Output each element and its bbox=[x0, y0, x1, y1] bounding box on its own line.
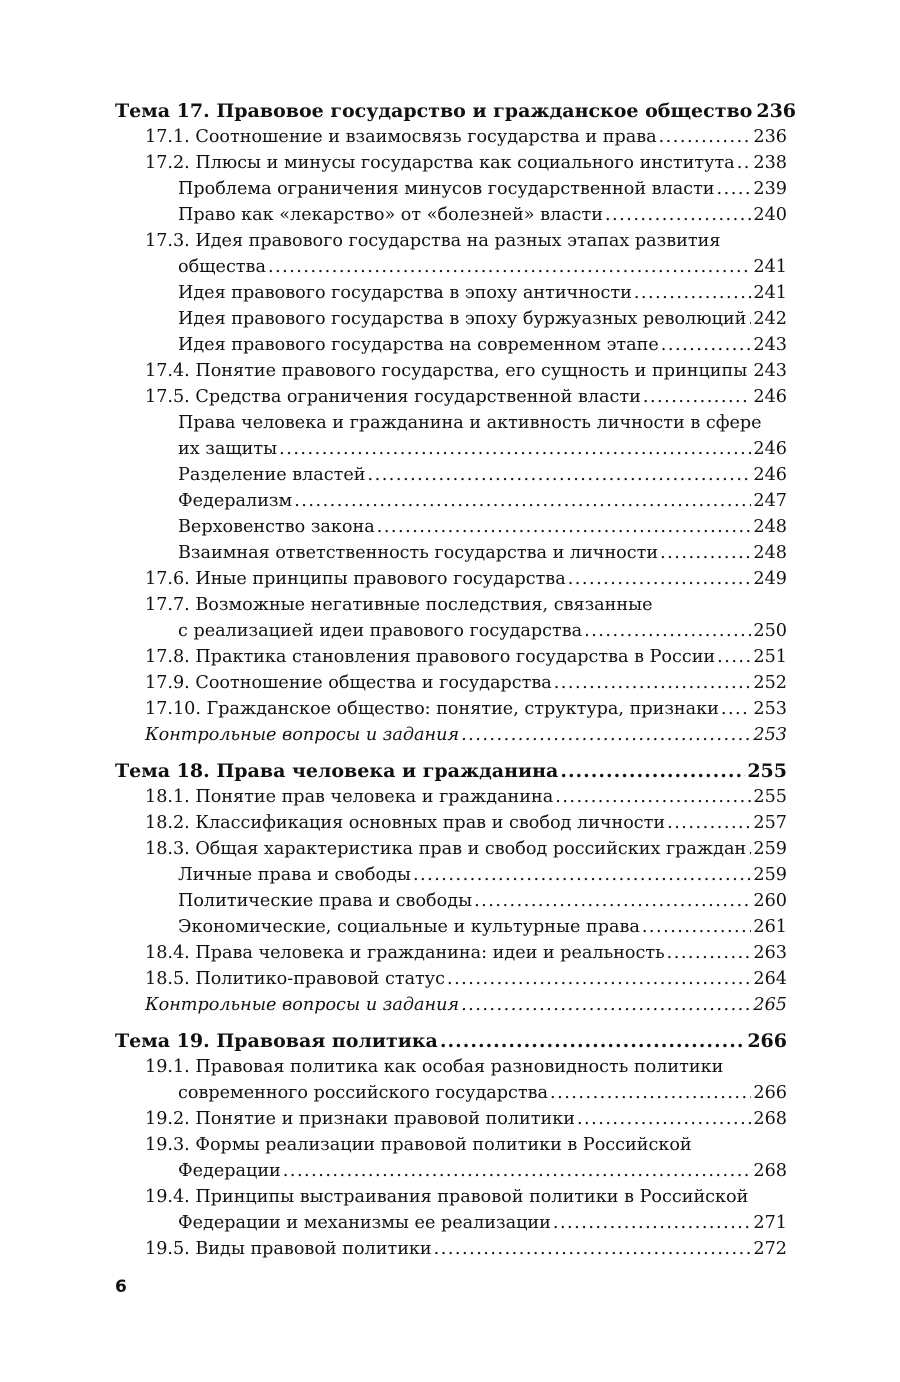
toc-theme-19 bbox=[115, 1028, 787, 1054]
toc-theme-title: Тема 17. Правовое государство и гражданское общество bbox=[115, 100, 753, 122]
toc-subitem: Идея правового государства на современном этапе ..... 243 bbox=[115, 332, 787, 358]
toc-subitem: Верховенство закона ..... 248 bbox=[115, 514, 787, 540]
toc-item: 17.5. Средства ограничения государственной власти ..... 246 bbox=[115, 384, 787, 410]
toc-subitem: Разделение властей ..... 246 bbox=[115, 462, 787, 488]
toc-item: 19.1. Правовая политика как особая разновидность политики современного российского государства ..... 266 bbox=[115, 1054, 787, 1106]
toc-page: 266 bbox=[747, 1030, 787, 1052]
toc-item: 19.5. Виды правовой политики ..... 272 bbox=[115, 1236, 787, 1262]
toc-review-questions: Контрольные вопросы и задания ..... 265 bbox=[115, 992, 787, 1018]
toc-subitem: Идея правового государства в эпоху античности ..... 241 bbox=[115, 280, 787, 306]
toc-theme-17 bbox=[115, 98, 797, 124]
toc-subitem: Политические права и свободы ..... 260 bbox=[115, 888, 787, 914]
toc-item: 18.4. Права человека и гражданина: идеи и реальность ..... 263 bbox=[115, 940, 787, 966]
toc-item: 17.10. Гражданское общество: понятие, структура, признаки ..... 253 bbox=[115, 696, 787, 722]
toc-subitem: Право как «лекарство» от «болезней» власти ..... 240 bbox=[115, 202, 787, 228]
toc-page: 236 bbox=[756, 100, 797, 122]
table-of-contents bbox=[115, 98, 797, 1262]
toc-review-questions: Контрольные вопросы и задания ..... 253 bbox=[115, 722, 787, 748]
toc-theme-title: Тема 19. Правовая политика bbox=[115, 1030, 438, 1052]
toc-item: 17.3. Идея правового государства на разных этапах развития общества ..... 241 bbox=[115, 228, 787, 280]
toc-item: 18.5. Политико-правовой статус ..... 264 bbox=[115, 966, 787, 992]
toc-item: 17.6. Иные принципы правового государства ..... 249 bbox=[115, 566, 787, 592]
toc-subitem: Идея правового государства в эпоху буржуазных революций ..... 242 bbox=[115, 306, 787, 332]
toc-page: 255 bbox=[747, 760, 787, 782]
toc-theme-title: Тема 18. Права человека и гражданина bbox=[115, 760, 559, 782]
toc-subitem: Экономические, социальные и культурные права ..... 261 bbox=[115, 914, 787, 940]
toc-item: 17.4. Понятие правового государства, его сущность и принципы ..... 243 bbox=[115, 358, 787, 384]
toc-item: 18.2. Классификация основных прав и свобод личности ..... 257 bbox=[115, 810, 787, 836]
toc-theme-18 bbox=[115, 758, 787, 784]
toc-item: 17.9. Соотношение общества и государства ..... 252 bbox=[115, 670, 787, 696]
toc-item: 18.1. Понятие прав человека и гражданина ..... 255 bbox=[115, 784, 787, 810]
toc-item: 19.2. Понятие и признаки правовой политики ..... 268 bbox=[115, 1106, 787, 1132]
toc-item: 18.3. Общая характеристика прав и свобод российских граждан ..... 259 bbox=[115, 836, 787, 862]
toc-subitem: Проблема ограничения минусов государственной власти ..... 239 bbox=[115, 176, 787, 202]
toc-item: 19.3. Формы реализации правовой политики в Российской Федерации ..... 268 bbox=[115, 1132, 787, 1184]
toc-subitem: Федерализм ..... 247 bbox=[115, 488, 787, 514]
toc-item: 19.4. Принципы выстраивания правовой политики в Российской Федерации и механизмы ее реализации ..... 271 bbox=[115, 1184, 787, 1236]
toc-subitem: Права человека и гражданина и активность личности в сфере их защиты ..... 246 bbox=[115, 410, 787, 462]
toc-item: 17.1. Соотношение и взаимосвязь государства и права ..... 236 bbox=[115, 124, 787, 150]
toc-item: 17.8. Практика становления правового государства в России ..... 251 bbox=[115, 644, 787, 670]
page-number: 6 bbox=[115, 1277, 127, 1297]
toc-item: 17.2. Плюсы и минусы государства как социального института ..... 238 bbox=[115, 150, 787, 176]
toc-subitem: Личные права и свободы ..... 259 bbox=[115, 862, 787, 888]
toc-subitem: Взаимная ответственность государства и личности ..... 248 bbox=[115, 540, 787, 566]
toc-item: 17.7. Возможные негативные последствия, связанные с реализацией идеи правового государства ..... 250 bbox=[115, 592, 787, 644]
